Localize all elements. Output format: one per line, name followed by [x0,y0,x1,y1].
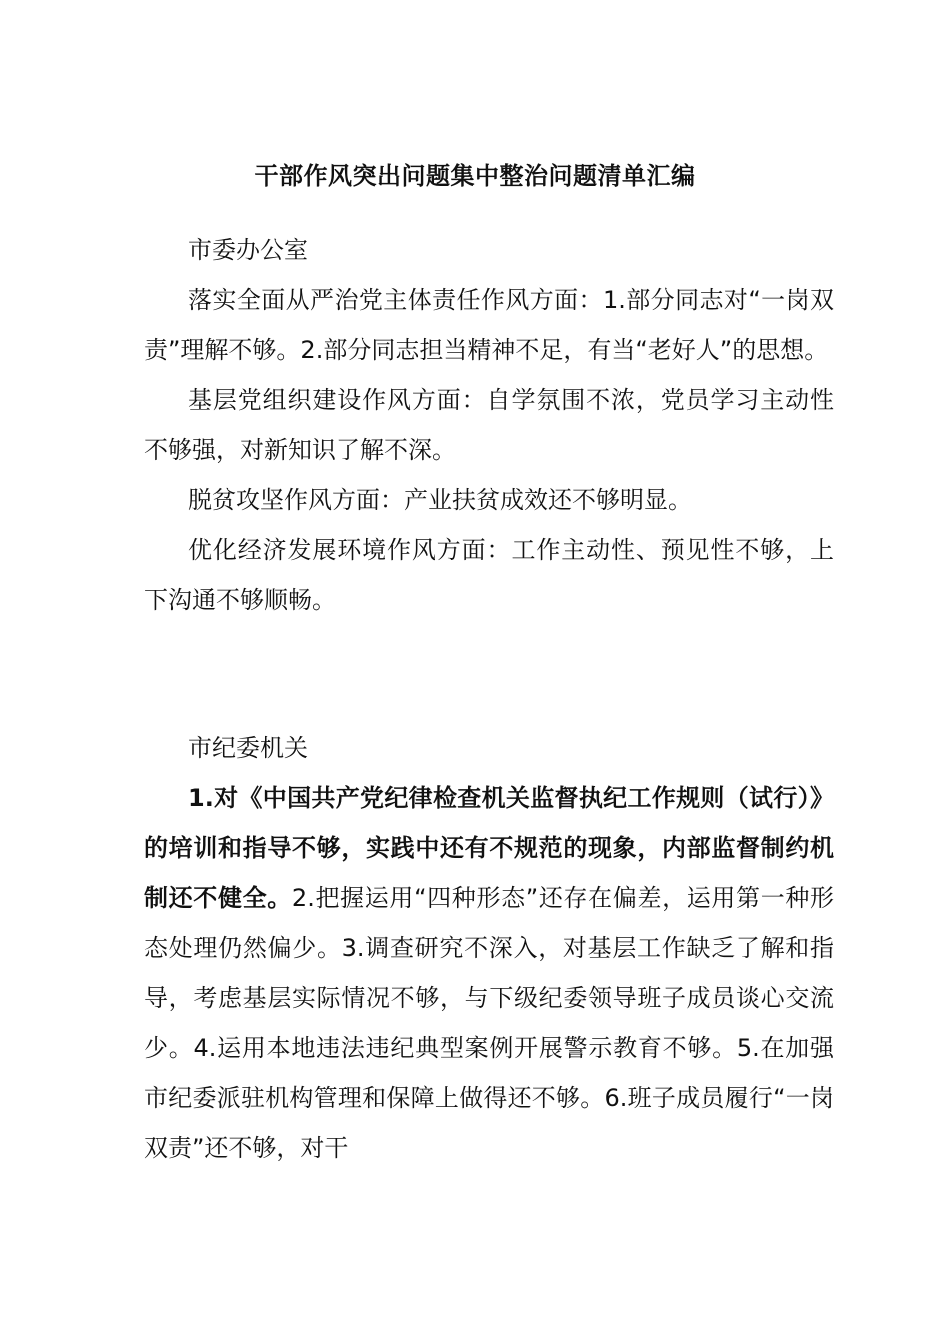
section-municipal-committee-office [144,225,834,625]
document-title: 干部作风突出问题集中整治问题清单汇编 [254,162,696,190]
paragraph: 优化经济发展环境作风方面：工作主动性、预见性不够，上下沟通不够顺畅。 [144,536,834,614]
section-heading: 市委办公室 [188,236,308,264]
paragraph: 落实全面从严治党主体责任作风方面：1.部分同志对“一岗双责”理解不够。2.部分同志担当精神不足，有当“老好人”的思想。 [144,286,834,364]
paragraph: 脱贫攻坚作风方面：产业扶贫成效还不够明显。 [188,486,692,514]
section-heading: 市纪委机关 [188,734,308,762]
bold-text: 1.对《中国共产党纪律检查机关监督执纪工作规则（试行）》的培训和指导不够，实践中还有不规范的现象，内部监督制约机制还不健全。 [144,784,834,912]
paragraph [144,773,834,1173]
paragraph: 基层党组织建设作风方面：自学氛围不浓，党员学习主动性不够强，对新知识了解不深。 [144,386,834,464]
section-discipline-commission [144,723,834,1173]
body-text: 2.把握运用“四种形态”还存在偏差，运用第一种形态处理仍然偏少。3.调查研究不深入，对基层工作缺乏了解和指导，考虑基层实际情况不够，与下级纪委领导班子成员谈心交流少。4.运用本地违法违纪典型案例开展警示教育不够。5.在加强市纪委派驻机构管理和保障上做得还不够。6.班子成员履行“一岗双责”还不够，对干 [144,884,835,1162]
